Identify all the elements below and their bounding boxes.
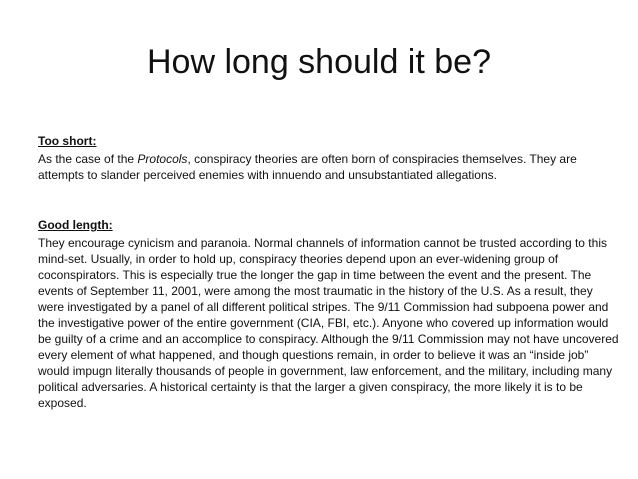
good-length-text: They encourage cynicism and paranoia. Normal channels of information cannot be trusted according to this mind-set. Usually, in order to hold up, conspiracy theories depend upon an ever-widening group of coconspirators. This is especially true the longer the gap in time between the event and the present. The events of September 11, 2001, were among the most traumatic in the history of the U.S. As a result, they were investigated by a panel of all different political stripes. The 9/11 Commission had subpoena power and the investigative power of the entire government (CIA, FBI, etc.). Anyone who covered up information would be guilty of a crime and an accomplice to conspiracy. Although the 9/11 Commission may not have uncovered every element of what happened, and though questions remain, in order to believe it was an “inside job” would impugn literally thousands of people in government, law enforcement, and the military, including many political adversaries. A historical certainty is that the larger a given conspiracy, the more likely it is to be exposed. bbox=[38, 236, 619, 410]
good-length-section bbox=[38, 217, 622, 411]
good-length-heading: Good length: bbox=[38, 218, 113, 232]
too-short-text-end: , conspiracy theories are often born of conspiracies themselves. They are attempts to slander perceived enemies with innuendo and unsubstantiated allegations. bbox=[38, 152, 577, 182]
protocols-italic: Protocols bbox=[137, 152, 188, 166]
too-short-heading bbox=[38, 133, 622, 149]
too-short-text bbox=[38, 151, 622, 183]
slide-title: How long should it be? bbox=[146, 43, 491, 81]
too-short-heading-label: Too short bbox=[38, 134, 93, 148]
too-short-heading-colon: : bbox=[92, 134, 97, 148]
too-short-section bbox=[38, 133, 622, 183]
too-short-text-start: As the case of the bbox=[38, 152, 138, 166]
